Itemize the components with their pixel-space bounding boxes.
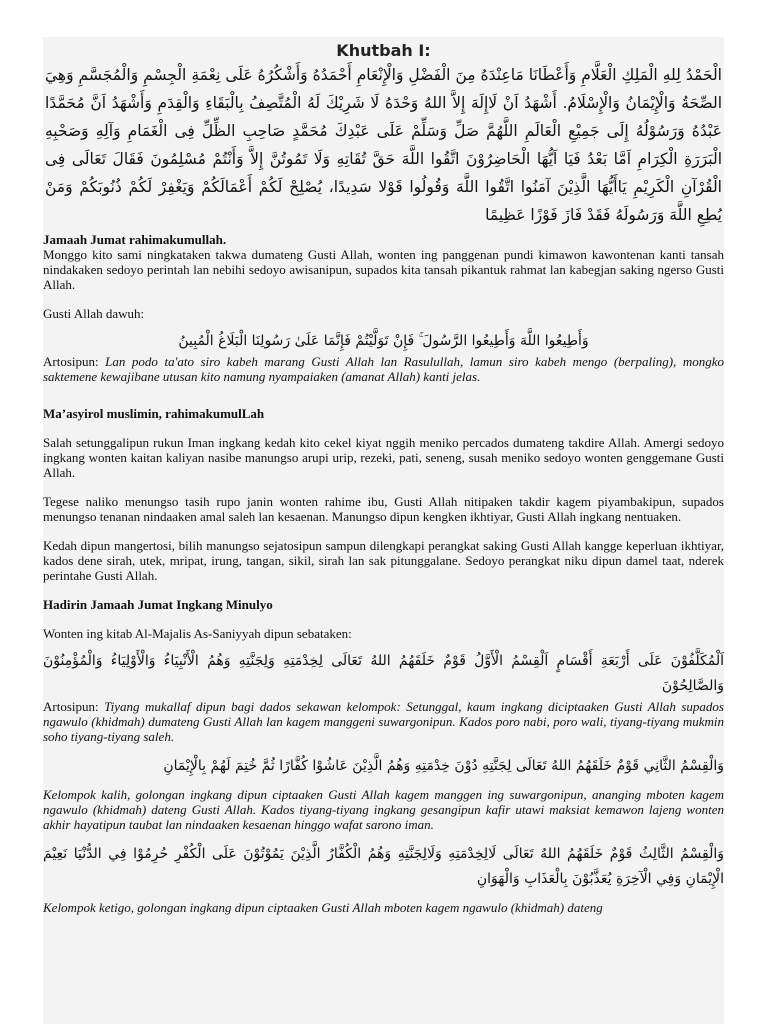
quran-verse-arabic: وَأَطِيعُوا اللَّهَ وَأَطِيعُوا الرَّسُولَ ۚ فَإِنْ تَوَلَّيْتُمْ فَإِنَّمَا عَلَىٰ رَسُولِنَا الْبَلَاغُ الْمُبِينُ xyxy=(178,333,589,349)
section-heading-maasyirol: Ma’asyirol muslimin, rahimakumulLah xyxy=(43,406,265,421)
section-heading-jamaah: Jamaah Jumat rahimakumullah. xyxy=(43,232,227,247)
paragraph-dawuh: Gusti Allah dawuh: xyxy=(43,306,145,321)
arabic-qism-tsalits: وَالْقِسْمُ الثَّالِثُ قَوْمٌ خَلَقَهُمُ اللهُ تَعَالَى لَالِخِدْمَتِهِ وَلَالِجَنَّتِهِ وَهُمُ الْكُفَّارُ الَّذِيْنَ يَمُوْتُوْنَ عَلَى الْكُفْرِ حُرِمُوْا فِي الدُّنْيَا نَعِيْمَ الْإِيْمَانِ وَفِي الْآخِرَةِ يُعَذَّبُوْنَ بِالْعَذَابِ وَالْهَوَانِ xyxy=(43,846,724,887)
paragraph-kitab: Wonten ing kitab Al-Majalis As-Saniyyah dipun sebataken: xyxy=(43,626,352,641)
translation-verse xyxy=(43,354,724,384)
paragraph-perangkat: Kedah dipun mangertosi, bilih manungso sejatosipun sampun dilengkapi perangkat saking Gusti Allah kangge keperluan ikhtiyar, kados dene sirah, utek, mripat, irung, tangan, sikil, sirah lan sak pitunggalane. Sedoyo perangkat niku dipun damel taat, nderek perintahe Gusti Allah. xyxy=(43,538,724,583)
arabic-qism-awwal: اَلْمُكَلَّفُوْنَ عَلَى أَرْبَعَةِ أَقْسَامٍ اَلْقِسْمُ الْأَوَّلُ قَوْمٌ خَلَقَهُمُ اللهُ تَعَالَى لِخِدْمَتِهِ وَلِجَنَّتِهِ وَهُمُ الْأَنْبِيَاءُ وَالْأَوْلِيَاءُ وَالْمُؤْمِنُوْنَ وَالصَّالِحُوْنَ xyxy=(43,653,724,694)
arabic-qism-tsani: وَالْقِسْمُ الثَّانِي قَوْمٌ خَلَقَهُمُ اللهُ تَعَالَى لِجَنَّتِهِ دُوْنَ خِدْمَتِهِ وَهُمُ الَّذِيْنَ عَاشُوْا كُفَّارًا ثُمَّ خُتِمَ لَهُمْ بِالْإِيْمَانِ xyxy=(163,758,724,774)
section-heading-hadirin: Hadirin Jamaah Jumat Ingkang Minulyo xyxy=(43,597,273,612)
paragraph-takwa: Monggo kito sami ningkataken takwa dumateng Gusti Allah, wonten ing panggenan pundi kimawon kawontenan kanti tansah nindakaken sedoyo perintah lan nebihi sedoyo awisanipun, supados kita tansah pikantuk rahmat lan kabegjan saking ngerso Gusti Allah. xyxy=(43,247,724,292)
paragraph-kelompok-ketigo: Kelompok ketigo, golongan ingkang dipun ciptaaken Gusti Allah mboten kagem ngawulo (khidmah) dateng xyxy=(43,900,603,915)
paragraph-rukun-iman: Salah setunggalipun rukun Iman ingkang kedah kito cekel kiyat nggih meniko percados dumateng takdire Allah. Amergi sedoyo ingkang wonten kaitan kaliyan nasibe manungso arupi urip, rezeki, pati, seneng, susah meniko sedoyo wonten genggemane Gusti Allah. xyxy=(43,435,724,480)
paragraph-janin: Tegese naliko menungso tasih rupo janin wonten rahime ibu, Gusti Allah nitipaken takdir kagem piyambakipun, supados menungso tenanan nindaaken amal saleh lan kesaenan. Manungso dipun kengken ikhtiyar, Gusti Allah ingkang nentuaken. xyxy=(43,494,724,524)
paragraph-kelompok-kalih: Kelompok kalih, golongan ingkang dipun ciptaaken Gusti Allah kagem manggen ing suwargonipun, ananging mboten kagem ngawulo (khidmah) dateng Gusti Allah. Kados tiyang-tiyang ingkang gesangipun kafir utawi maksiat kemawon lajeng wonten akhir hayatipun taubat lan nindaaken kesaenan hinggo wafat sarono iman. xyxy=(43,787,724,832)
translation-qism-awwal xyxy=(43,699,724,744)
opening-arabic-text: الْحَمْدُ لِلهِ الْمَلِكِ الْعَلَّامِ وَأَعْطَانَا مَاعِنْدَهُ مِنَ الْفَضْلِ وَالْإِنْعَامِ أَحْمَدُهُ وَأَشْكُرُهُ عَلَى نِعْمَةِ الْجِسْمِ وَالْمُجَسَّمِ وَهِيَ الصِّحَةُ وَالْإِيْمَانُ وَالْإِسْلَامُ. أَشْهَدُ اَنْ لَاإِلَهَ إِلاَّ اللهُ وَحْدَهُ لَا شَرِيْكَ لَهُ الْمُتَّصِفُ بِالْبَقَاءِ وَالْقِدَمِ وَأَشْهَدُ اَنَّ مُحَمَّدًا عَبْدُهُ وَرَسُوْلُهُ إِلَى جَمِيْعِ الْعَالَمِ اللَّهُمَّ صَلِّ وَسَلِّمْ عَلَى عَبْدِكَ مُحَمَّدٍ صَاحِبِ الظِّلِّ فِى الْغَمَامِ وَآلِهِ وَصَحْبِهِ الْبَرَرَةِ الْكِرَامِ اَمَّا بَعْدُ فَيَا اَيُّهَا الْحَاضِرُوْنَ اتَّقُوا اللَّهَ حَقَّ تُقَاتِهِ وَلَا تَمُوتُنَّ إِلاَّ وَأَنْتُمْ مُسْلِمُونَ فَقَالَ تَعَالَى فِى الْقُرْآنِ الْكَرِيْمِ يَاأَيُّهَا الَّذِيْنَ آمَنُوا اتَّقُوا اللَّهَ وَقُولُوا قَوْلا سَدِيدًا، يُصْلِحْ لَكُمْ أَعْمَالَكُمْ وَيَغْفِرْ لَكُمْ ذُنُوبَكُمْ وَمَنْ يُطِعِ اللَّهَ وَرَسُولَهُ فَقَدْ فَازَ فَوْزًا عَظِيمًا xyxy=(45,66,722,224)
translation-text: Tiyang mukallaf dipun bagi dados sekawan kelompok: Setunggal, kaum ingkang diciptaaken Gusti Allah supados ngawulo (khidmah) dumateng Gusti Allah lan kagem manggeni suwargonipun. Kados poro nabi, poro wali, tiyang-tiyang mukmin soho tiyang-tiyang saleh. xyxy=(43,699,724,744)
page-title: Khutbah I: xyxy=(336,41,431,60)
artosipun-label: Artosipun: xyxy=(43,699,99,714)
document-page xyxy=(43,37,724,1024)
artosipun-label: Artosipun: xyxy=(43,354,99,369)
translation-text: Lan podo ta'ato siro kabeh marang Gusti Allah lan Rasulullah, lamun siro kabeh mengo (berpaling), mongko saktemene kewajibane utusan kito namung nyampaiaken (amanat Allah) kanti jelas. xyxy=(43,354,724,384)
